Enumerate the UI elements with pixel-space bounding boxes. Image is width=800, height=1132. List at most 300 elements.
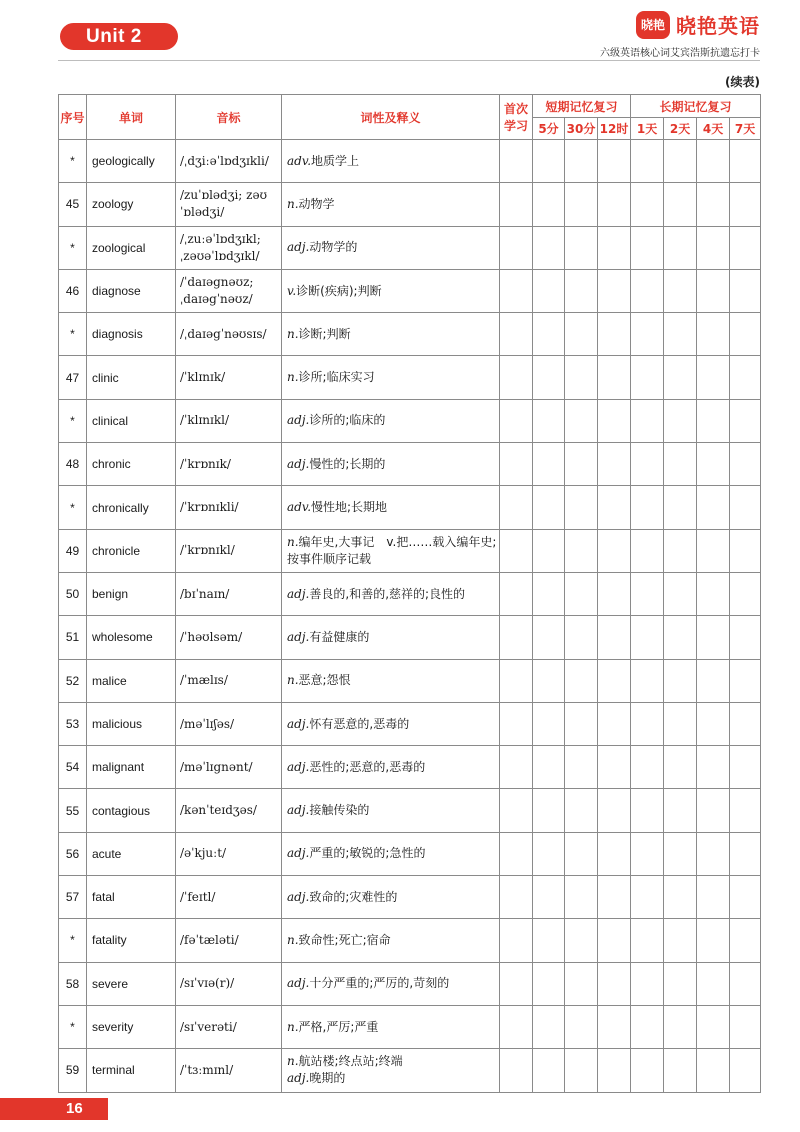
- review-checkbox-cell[interactable]: [664, 269, 697, 312]
- row-index: 57: [59, 876, 87, 919]
- row-definition: [282, 962, 500, 1005]
- row-word: geologically: [87, 140, 176, 183]
- review-checkbox-cell[interactable]: [631, 746, 664, 789]
- review-checkbox-cell[interactable]: [697, 356, 730, 399]
- review-checkbox-cell[interactable]: [730, 832, 761, 875]
- review-checkbox-cell[interactable]: [565, 140, 598, 183]
- review-checkbox-cell[interactable]: [664, 140, 697, 183]
- review-checkbox-cell[interactable]: [730, 486, 761, 529]
- review-checkbox-cell[interactable]: [500, 399, 533, 442]
- review-checkbox-cell[interactable]: [565, 702, 598, 745]
- row-definition: [282, 443, 500, 486]
- review-checkbox-cell[interactable]: [500, 226, 533, 269]
- review-checkbox-cell[interactable]: [533, 183, 565, 226]
- review-checkbox-cell[interactable]: [598, 832, 631, 875]
- row-index: 56: [59, 832, 87, 875]
- table-row: [59, 443, 761, 486]
- table-row: [59, 140, 761, 183]
- review-checkbox-cell[interactable]: [697, 616, 730, 659]
- review-checkbox-cell[interactable]: [598, 572, 631, 615]
- review-checkbox-cell[interactable]: [565, 919, 598, 962]
- row-phonetic: /ˈklɪnɪkl/: [176, 399, 282, 442]
- row-word: zoological: [87, 226, 176, 269]
- review-checkbox-cell[interactable]: [730, 226, 761, 269]
- row-definition: [282, 746, 500, 789]
- review-checkbox-cell[interactable]: [697, 269, 730, 312]
- review-checkbox-cell[interactable]: [664, 313, 697, 356]
- review-checkbox-cell[interactable]: [631, 1049, 664, 1092]
- part-of-speech: adj.: [287, 716, 310, 731]
- review-checkbox-cell[interactable]: [598, 1049, 631, 1092]
- review-checkbox-cell[interactable]: [500, 1005, 533, 1048]
- row-phonetic: /ˈklɪnɪk/: [176, 356, 282, 399]
- review-checkbox-cell[interactable]: [500, 313, 533, 356]
- row-index: *: [59, 1005, 87, 1048]
- review-checkbox-cell[interactable]: [664, 529, 697, 572]
- review-checkbox-cell[interactable]: [598, 702, 631, 745]
- review-checkbox-cell[interactable]: [533, 399, 565, 442]
- review-checkbox-cell[interactable]: [598, 226, 631, 269]
- row-word: contagious: [87, 789, 176, 832]
- review-checkbox-cell[interactable]: [598, 183, 631, 226]
- review-checkbox-cell[interactable]: [500, 659, 533, 702]
- row-definition: [282, 832, 500, 875]
- review-checkbox-cell[interactable]: [697, 183, 730, 226]
- part-of-speech: adj.: [287, 759, 310, 774]
- review-checkbox-cell[interactable]: [598, 616, 631, 659]
- row-word: chronically: [87, 486, 176, 529]
- review-checkbox-cell[interactable]: [697, 529, 730, 572]
- meaning: 动物学: [298, 196, 335, 211]
- table-row: [59, 313, 761, 356]
- row-index: *: [59, 919, 87, 962]
- part-of-speech: n.: [287, 673, 299, 688]
- brand: [636, 10, 760, 39]
- review-checkbox-cell[interactable]: [664, 1049, 697, 1092]
- part-of-speech: adj.: [287, 803, 310, 818]
- review-checkbox-cell[interactable]: [533, 789, 565, 832]
- row-word: diagnosis: [87, 313, 176, 356]
- review-checkbox-cell[interactable]: [730, 313, 761, 356]
- review-checkbox-cell[interactable]: [500, 529, 533, 572]
- review-checkbox-cell[interactable]: [500, 356, 533, 399]
- row-word: fatal: [87, 876, 176, 919]
- table-row: [59, 226, 761, 269]
- review-checkbox-cell[interactable]: [598, 789, 631, 832]
- header-interval: 30分: [565, 118, 598, 140]
- footer-bar: [0, 1098, 108, 1120]
- review-checkbox-cell[interactable]: [631, 789, 664, 832]
- review-checkbox-cell[interactable]: [500, 789, 533, 832]
- review-checkbox-cell[interactable]: [730, 572, 761, 615]
- review-checkbox-cell[interactable]: [565, 183, 598, 226]
- review-checkbox-cell[interactable]: [631, 659, 664, 702]
- review-checkbox-cell[interactable]: [598, 399, 631, 442]
- row-definition: [282, 1049, 500, 1092]
- review-checkbox-cell[interactable]: [730, 399, 761, 442]
- part-of-speech: n.: [287, 1019, 299, 1034]
- review-checkbox-cell[interactable]: [598, 919, 631, 962]
- review-checkbox-cell[interactable]: [664, 789, 697, 832]
- review-checkbox-cell[interactable]: [631, 183, 664, 226]
- part-of-speech: n.: [287, 370, 299, 385]
- review-checkbox-cell[interactable]: [631, 399, 664, 442]
- table-row: [59, 616, 761, 659]
- review-checkbox-cell[interactable]: [565, 226, 598, 269]
- header-interval: 5分: [533, 118, 565, 140]
- review-checkbox-cell[interactable]: [598, 1005, 631, 1048]
- review-checkbox-cell[interactable]: [565, 789, 598, 832]
- review-checkbox-cell[interactable]: [664, 572, 697, 615]
- review-checkbox-cell[interactable]: [565, 962, 598, 1005]
- review-checkbox-cell[interactable]: [533, 572, 565, 615]
- review-checkbox-cell[interactable]: [631, 486, 664, 529]
- row-phonetic: /ˈfeɪtl/: [176, 876, 282, 919]
- row-phonetic: /ˈkrɒnɪk/: [176, 443, 282, 486]
- review-checkbox-cell[interactable]: [565, 356, 598, 399]
- review-checkbox-cell[interactable]: [565, 616, 598, 659]
- table-row: [59, 876, 761, 919]
- review-checkbox-cell[interactable]: [730, 962, 761, 1005]
- review-checkbox-cell[interactable]: [533, 1049, 565, 1092]
- review-checkbox-cell[interactable]: [533, 313, 565, 356]
- review-checkbox-cell[interactable]: [500, 876, 533, 919]
- row-phonetic: /sɪˈverəti/: [176, 1005, 282, 1048]
- review-checkbox-cell[interactable]: [565, 313, 598, 356]
- header-long-term: 长期记忆复习: [631, 95, 761, 118]
- review-checkbox-cell[interactable]: [533, 140, 565, 183]
- part-of-speech: adj.: [287, 456, 310, 471]
- header-definition: 词性及释义: [282, 95, 500, 140]
- row-word: clinic: [87, 356, 176, 399]
- row-phonetic: /ˈhəʊlsəm/: [176, 616, 282, 659]
- table-row: [59, 919, 761, 962]
- review-checkbox-cell[interactable]: [697, 789, 730, 832]
- table-row: [59, 399, 761, 442]
- meaning: 怀有恶意的,恶毒的: [309, 716, 410, 731]
- review-checkbox-cell[interactable]: [598, 659, 631, 702]
- row-word: chronic: [87, 443, 176, 486]
- header-interval: 12时: [598, 118, 631, 140]
- review-checkbox-cell[interactable]: [500, 746, 533, 789]
- review-checkbox-cell[interactable]: [664, 356, 697, 399]
- meaning: 航站楼;终点站;终端: [298, 1054, 403, 1069]
- row-word: zoology: [87, 183, 176, 226]
- meaning: 诊所;临床实习: [298, 370, 375, 385]
- review-checkbox-cell[interactable]: [697, 399, 730, 442]
- review-checkbox-cell[interactable]: [730, 616, 761, 659]
- header-word: 单词: [87, 95, 176, 140]
- part-of-speech: adj.: [287, 413, 310, 428]
- review-checkbox-cell[interactable]: [565, 399, 598, 442]
- review-checkbox-cell[interactable]: [664, 919, 697, 962]
- review-checkbox-cell[interactable]: [631, 1005, 664, 1048]
- review-checkbox-cell[interactable]: [565, 269, 598, 312]
- review-checkbox-cell[interactable]: [565, 572, 598, 615]
- row-index: 45: [59, 183, 87, 226]
- row-index: *: [59, 140, 87, 183]
- row-index: 49: [59, 529, 87, 572]
- review-checkbox-cell[interactable]: [664, 399, 697, 442]
- review-checkbox-cell[interactable]: [730, 529, 761, 572]
- row-index: 53: [59, 702, 87, 745]
- review-checkbox-cell[interactable]: [533, 746, 565, 789]
- meaning: 严格,严厉;严重: [298, 1019, 379, 1034]
- review-checkbox-cell[interactable]: [664, 876, 697, 919]
- review-checkbox-cell[interactable]: [500, 183, 533, 226]
- review-checkbox-cell[interactable]: [730, 269, 761, 312]
- review-checkbox-cell[interactable]: [565, 443, 598, 486]
- review-checkbox-cell[interactable]: [697, 702, 730, 745]
- review-checkbox-cell[interactable]: [697, 1049, 730, 1092]
- review-checkbox-cell[interactable]: [533, 962, 565, 1005]
- row-index: 58: [59, 962, 87, 1005]
- header-first-study: 首次学习: [500, 95, 533, 140]
- row-definition: [282, 789, 500, 832]
- review-checkbox-cell[interactable]: [500, 962, 533, 1005]
- part-of-speech: n.: [287, 326, 299, 341]
- row-phonetic: /əˈkjuːt/: [176, 832, 282, 875]
- part-of-speech: adv.: [287, 153, 312, 168]
- row-index: 50: [59, 572, 87, 615]
- review-checkbox-cell[interactable]: [631, 443, 664, 486]
- review-checkbox-cell[interactable]: [565, 659, 598, 702]
- review-checkbox-cell[interactable]: [730, 356, 761, 399]
- review-checkbox-cell[interactable]: [631, 529, 664, 572]
- brand-logo-icon: 晓艳: [636, 11, 670, 39]
- row-phonetic: /ˈmælɪs/: [176, 659, 282, 702]
- review-checkbox-cell[interactable]: [697, 572, 730, 615]
- header-phonetic: 音标: [176, 95, 282, 140]
- review-checkbox-cell[interactable]: [533, 529, 565, 572]
- unit-badge: Unit 2: [60, 23, 178, 50]
- review-checkbox-cell[interactable]: [697, 876, 730, 919]
- review-checkbox-cell[interactable]: [664, 659, 697, 702]
- review-checkbox-cell[interactable]: [533, 876, 565, 919]
- review-checkbox-cell[interactable]: [598, 746, 631, 789]
- part-of-speech: adj.: [287, 846, 310, 861]
- row-definition: [282, 226, 500, 269]
- review-checkbox-cell[interactable]: [565, 746, 598, 789]
- review-checkbox-cell[interactable]: [631, 313, 664, 356]
- review-checkbox-cell[interactable]: [500, 832, 533, 875]
- row-word: diagnose: [87, 269, 176, 312]
- review-checkbox-cell[interactable]: [565, 1005, 598, 1048]
- review-checkbox-cell[interactable]: [533, 486, 565, 529]
- row-definition: [282, 140, 500, 183]
- review-checkbox-cell[interactable]: [565, 529, 598, 572]
- row-phonetic: /ˌzuːəˈlɒdʒɪkl; ˌzəʊəˈlɒdʒɪkl/: [176, 226, 282, 269]
- table-row: [59, 659, 761, 702]
- meaning: 诊所的;临床的: [309, 413, 386, 428]
- review-checkbox-cell[interactable]: [697, 486, 730, 529]
- review-checkbox-cell[interactable]: [631, 919, 664, 962]
- review-checkbox-cell[interactable]: [533, 443, 565, 486]
- review-checkbox-cell[interactable]: [664, 616, 697, 659]
- row-index: *: [59, 399, 87, 442]
- review-checkbox-cell[interactable]: [500, 1049, 533, 1092]
- review-checkbox-cell[interactable]: [533, 702, 565, 745]
- review-checkbox-cell[interactable]: [631, 832, 664, 875]
- header-index: 序号: [59, 95, 87, 140]
- review-checkbox-cell[interactable]: [500, 702, 533, 745]
- vocab-table: [58, 94, 761, 1093]
- review-checkbox-cell[interactable]: [533, 356, 565, 399]
- meaning: 致命性;死亡;宿命: [298, 932, 391, 947]
- review-checkbox-cell[interactable]: [500, 486, 533, 529]
- review-checkbox-cell[interactable]: [631, 356, 664, 399]
- review-checkbox-cell[interactable]: [533, 226, 565, 269]
- table-row: [59, 1049, 761, 1092]
- review-checkbox-cell[interactable]: [598, 313, 631, 356]
- review-checkbox-cell[interactable]: [631, 962, 664, 1005]
- review-checkbox-cell[interactable]: [500, 572, 533, 615]
- row-word: severity: [87, 1005, 176, 1048]
- meaning: 十分严重的;严厉的,苛刻的: [309, 976, 450, 991]
- row-word: fatality: [87, 919, 176, 962]
- review-checkbox-cell[interactable]: [533, 832, 565, 875]
- review-checkbox-cell[interactable]: [598, 443, 631, 486]
- review-checkbox-cell[interactable]: [730, 919, 761, 962]
- meaning: 编年史,大事记 v.把……载入编年史;按事件顺序记载: [287, 534, 497, 566]
- review-checkbox-cell[interactable]: [500, 443, 533, 486]
- row-phonetic: /zuˈɒlədʒi; zəʊˈɒlədʒi/: [176, 183, 282, 226]
- row-index: 46: [59, 269, 87, 312]
- review-checkbox-cell[interactable]: [664, 443, 697, 486]
- row-phonetic: /sɪˈvɪə(r)/: [176, 962, 282, 1005]
- review-checkbox-cell[interactable]: [664, 962, 697, 1005]
- review-checkbox-cell[interactable]: [500, 140, 533, 183]
- review-checkbox-cell[interactable]: [664, 746, 697, 789]
- row-definition: [282, 616, 500, 659]
- row-phonetic: /kənˈteɪdʒəs/: [176, 789, 282, 832]
- review-checkbox-cell[interactable]: [664, 702, 697, 745]
- review-checkbox-cell[interactable]: [631, 702, 664, 745]
- row-word: malicious: [87, 702, 176, 745]
- row-phonetic: /ˌdʒiːəˈlɒdʒɪkli/: [176, 140, 282, 183]
- review-checkbox-cell[interactable]: [664, 832, 697, 875]
- review-checkbox-cell[interactable]: [631, 269, 664, 312]
- review-checkbox-cell[interactable]: [697, 832, 730, 875]
- review-checkbox-cell[interactable]: [664, 183, 697, 226]
- review-checkbox-cell[interactable]: [631, 572, 664, 615]
- table-row: [59, 183, 761, 226]
- review-checkbox-cell[interactable]: [565, 832, 598, 875]
- brand-name: 晓艳英语: [676, 14, 760, 38]
- row-definition: [282, 529, 500, 572]
- table-row: [59, 962, 761, 1005]
- review-checkbox-cell[interactable]: [664, 486, 697, 529]
- review-checkbox-cell[interactable]: [598, 269, 631, 312]
- row-word: malice: [87, 659, 176, 702]
- review-checkbox-cell[interactable]: [533, 616, 565, 659]
- review-checkbox-cell[interactable]: [697, 746, 730, 789]
- table-row: [59, 832, 761, 875]
- part-of-speech: n.: [287, 534, 299, 549]
- row-definition: [282, 572, 500, 615]
- row-phonetic: /ˈkrɒnɪkl/: [176, 529, 282, 572]
- row-index: *: [59, 226, 87, 269]
- row-definition: [282, 313, 500, 356]
- review-checkbox-cell[interactable]: [565, 1049, 598, 1092]
- meaning: 动物学的: [309, 240, 358, 255]
- review-checkbox-cell[interactable]: [533, 269, 565, 312]
- review-checkbox-cell[interactable]: [697, 962, 730, 1005]
- review-checkbox-cell[interactable]: [664, 1005, 697, 1048]
- row-phonetic: /ˌdaɪəgˈnəʊsɪs/: [176, 313, 282, 356]
- review-checkbox-cell[interactable]: [565, 486, 598, 529]
- review-checkbox-cell[interactable]: [730, 659, 761, 702]
- review-checkbox-cell[interactable]: [697, 226, 730, 269]
- review-checkbox-cell[interactable]: [730, 1049, 761, 1092]
- review-checkbox-cell[interactable]: [730, 702, 761, 745]
- review-checkbox-cell[interactable]: [598, 529, 631, 572]
- review-checkbox-cell[interactable]: [697, 313, 730, 356]
- part-of-speech: v.: [287, 283, 297, 298]
- review-checkbox-cell[interactable]: [730, 1005, 761, 1048]
- review-checkbox-cell[interactable]: [730, 183, 761, 226]
- row-word: benign: [87, 572, 176, 615]
- review-checkbox-cell[interactable]: [598, 962, 631, 1005]
- review-checkbox-cell[interactable]: [697, 443, 730, 486]
- review-checkbox-cell[interactable]: [598, 356, 631, 399]
- review-checkbox-cell[interactable]: [598, 140, 631, 183]
- part-of-speech: adj.: [287, 1071, 310, 1086]
- review-checkbox-cell[interactable]: [664, 226, 697, 269]
- table-row: [59, 746, 761, 789]
- review-checkbox-cell[interactable]: [697, 659, 730, 702]
- review-checkbox-cell[interactable]: [730, 876, 761, 919]
- review-checkbox-cell[interactable]: [598, 486, 631, 529]
- table-row: [59, 572, 761, 615]
- part-of-speech: n.: [287, 932, 299, 947]
- review-checkbox-cell[interactable]: [533, 1005, 565, 1048]
- row-definition: [282, 356, 500, 399]
- meaning: 接触传染的: [309, 803, 370, 818]
- review-checkbox-cell[interactable]: [565, 876, 598, 919]
- review-checkbox-cell[interactable]: [730, 443, 761, 486]
- review-checkbox-cell[interactable]: [631, 140, 664, 183]
- review-checkbox-cell[interactable]: [730, 789, 761, 832]
- row-definition: [282, 183, 500, 226]
- review-checkbox-cell[interactable]: [697, 140, 730, 183]
- row-phonetic: /bɪˈnaɪn/: [176, 572, 282, 615]
- review-checkbox-cell[interactable]: [500, 616, 533, 659]
- meaning: 致命的;灾难性的: [309, 889, 398, 904]
- review-checkbox-cell[interactable]: [500, 919, 533, 962]
- review-checkbox-cell[interactable]: [533, 659, 565, 702]
- row-index: 55: [59, 789, 87, 832]
- review-checkbox-cell[interactable]: [697, 919, 730, 962]
- meaning: 慢性地;长期地: [311, 500, 388, 515]
- review-checkbox-cell[interactable]: [533, 919, 565, 962]
- review-checkbox-cell[interactable]: [598, 876, 631, 919]
- review-checkbox-cell[interactable]: [631, 616, 664, 659]
- review-checkbox-cell[interactable]: [631, 226, 664, 269]
- vocab-body: [59, 140, 761, 1093]
- header-short-term: 短期记忆复习: [533, 95, 631, 118]
- review-checkbox-cell[interactable]: [631, 876, 664, 919]
- review-checkbox-cell[interactable]: [500, 269, 533, 312]
- review-checkbox-cell[interactable]: [730, 746, 761, 789]
- review-checkbox-cell[interactable]: [730, 140, 761, 183]
- header-interval: 7天: [730, 118, 761, 140]
- row-index: 51: [59, 616, 87, 659]
- row-phonetic: /məˈlɪgnənt/: [176, 746, 282, 789]
- review-checkbox-cell[interactable]: [697, 1005, 730, 1048]
- row-word: malignant: [87, 746, 176, 789]
- table-row: [59, 789, 761, 832]
